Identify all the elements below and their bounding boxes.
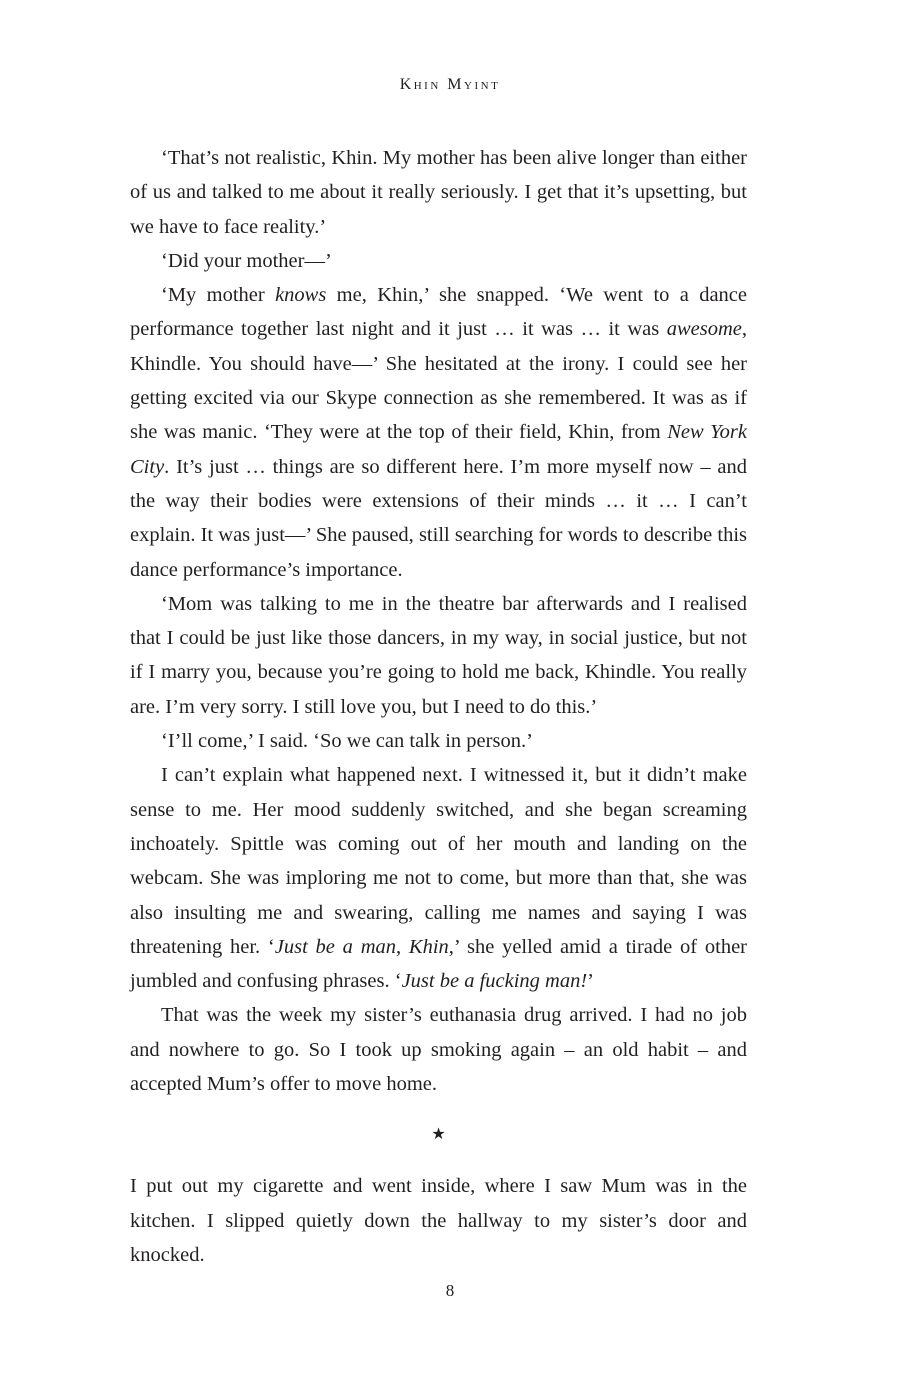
page-number: 8 [445,1281,455,1300]
paragraph-after-break: I put out my cigarette and went inside, where I saw Mum was in the kitchen. I slipped quietly down the hallway to my sister’s door and knocked. [130,1175,747,1266]
text-run: . It’s just … things are so different here. I’m more myself now – and the way their bodies were extensions of their minds … it … I can’t explain. It was just—’ She paused, still searching for words to describe this dance performance’s importance. [130,455,747,581]
italic-text-run: knows [275,284,327,307]
text-run: ‘My mother [161,284,276,307]
paragraph [130,758,747,998]
text-run: ‘That’s not realistic, Khin. My mother has been alive longer than either of us and talked to me about it really seriously. I get that it’s upsetting, but we have to face reality.’ [130,147,747,238]
text-run: , Khindle. You should have—’ She hesitated at the irony. I could see her getting excited via our Skype connection as she remembered. It was as if she was manic. ‘They were at the top of their field, Khin, from [130,318,747,444]
paragraph [130,244,747,278]
italic-text-run: awesome [666,318,742,341]
italic-text-run: Just be a fucking man! [401,970,588,993]
section-break-star: ★ [431,1126,446,1144]
text-run: ’ [587,970,594,993]
paragraph [130,587,747,724]
italic-text-run: Just be a man, Khin [274,935,449,958]
body-text [130,141,747,1272]
text-run: That was the week my sister’s euthanasia drug arrived. I had no job and nowhere to go. So I took up smoking again – an old habit – and accepted Mum’s offer to move home. [130,1004,747,1096]
text-run: ‘Did your mother—’ [161,249,332,272]
text-run: I can’t explain what happened next. I witnessed it, but it didn’t make sense to me. Her mood suddenly switched, and she began screaming inchoately. Spittle was coming out of her mouth and landing on the webcam. She was imploring me not to come, but more than that, she was also insulting me and swearing, calling me names and saying I was threatening her. ‘ [130,764,747,958]
italic-text-run: New York City [130,421,747,478]
paragraph [130,998,747,1101]
text-run: me, Khin,’ she snapped. ‘We went to a dance performance together last night and it just … it was … it was [130,284,747,341]
text-run: ‘Mom was talking to me in the theatre bar afterwards and I realised that I could be just like those dancers, in my way, in social justice, but not if I marry you, because you’re going to hold me back, Khindle. You really are. I’m very sorry. I still love you, but I need to do this.’ [130,592,747,718]
paragraph [130,278,747,587]
text-run: ‘I’ll come,’ I said. ‘So we can talk in person.’ [161,730,533,753]
paragraph [130,724,747,758]
text-run: ,’ she yelled amid a tirade of other jumbled and confusing phrases. ‘ [130,935,747,993]
paragraph [130,141,747,244]
running-head: Khin Myint [399,76,501,93]
